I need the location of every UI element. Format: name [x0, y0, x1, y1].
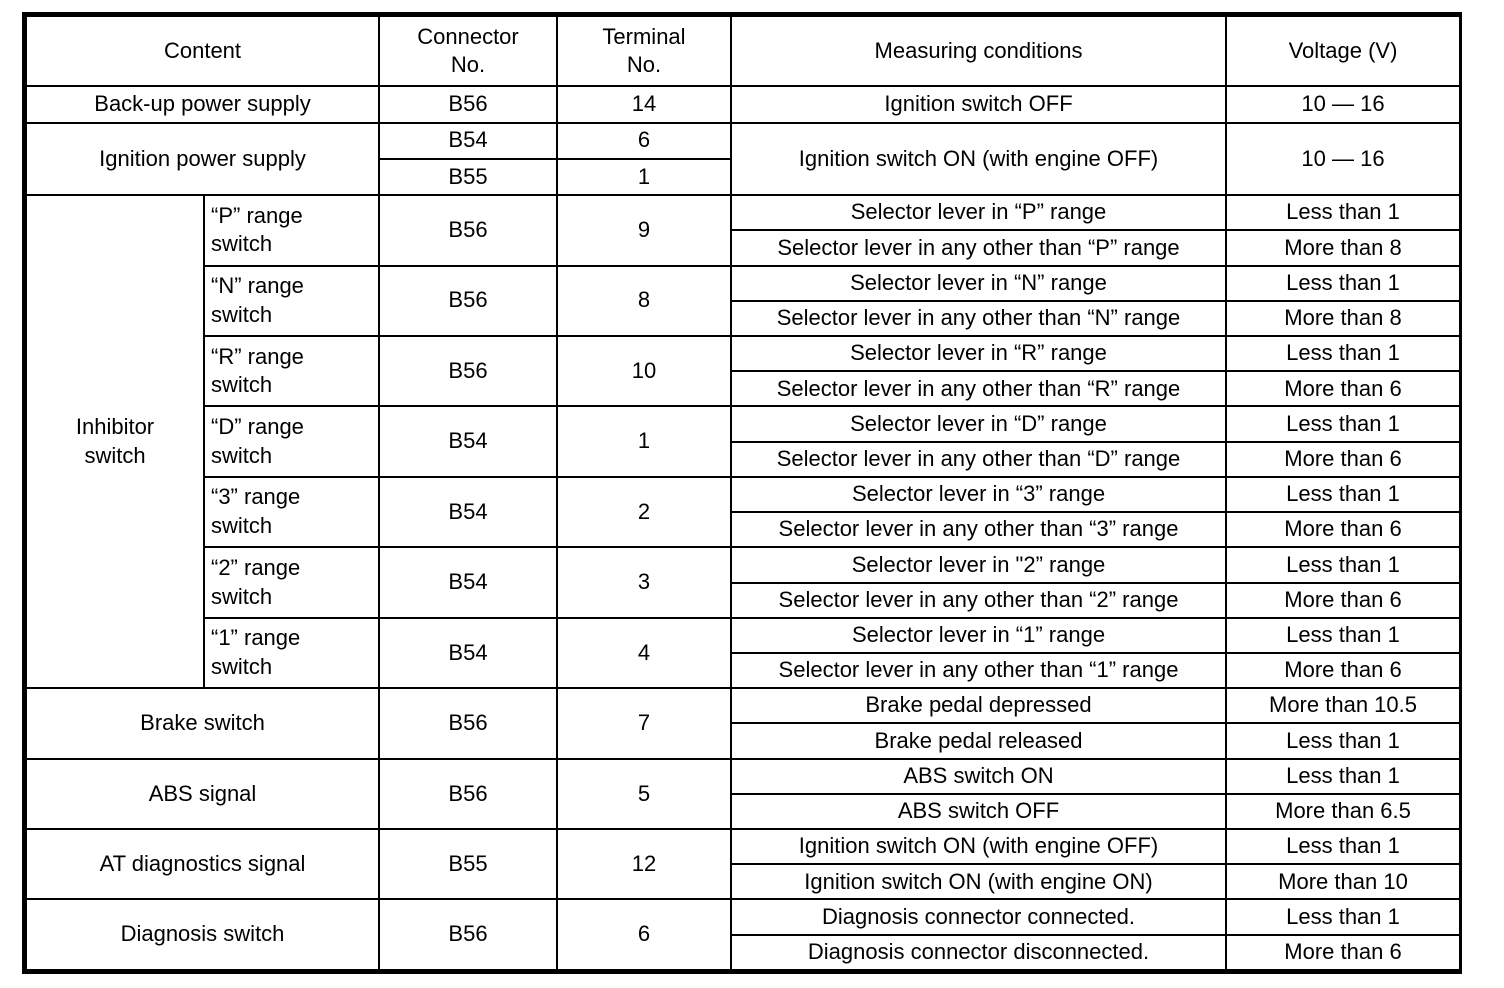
terminal-cell: 8 — [557, 266, 731, 336]
range-switch-name-line1: “N” range — [211, 273, 304, 299]
voltage-cell: More than 8 — [1226, 230, 1460, 265]
condition-cell: Selector lever in “1” range — [731, 618, 1226, 653]
terminal-cell: 5 — [557, 759, 731, 829]
condition-cell: Selector lever in any other than “3” range — [731, 512, 1226, 547]
table-row-inhibitor — [26, 477, 1460, 512]
voltage-cell: More than 6 — [1226, 653, 1460, 688]
condition-cell: Selector lever in “N” range — [731, 266, 1226, 301]
header-connector — [379, 16, 557, 86]
range-switch-name-line2: switch — [211, 513, 273, 539]
header-content: Content — [26, 16, 379, 86]
range-switch-name-line2: switch — [211, 301, 273, 327]
connector-cell: B56 — [379, 759, 557, 829]
table-row-signal — [26, 829, 1460, 864]
content-cell: Diagnosis switch — [26, 899, 379, 970]
condition-cell: Selector lever in “R” range — [731, 336, 1226, 371]
voltage-cell: Less than 1 — [1226, 759, 1460, 794]
condition-cell: Diagnosis connector disconnected. — [731, 935, 1226, 970]
condition-cell: Ignition switch ON (with engine ON) — [731, 864, 1226, 899]
connector-cell: B56 — [379, 266, 557, 336]
connector-cell: B54 — [379, 547, 557, 617]
terminal-cell: 3 — [557, 547, 731, 617]
content-cell: Ignition power supply — [26, 123, 379, 195]
voltage-cell: Less than 1 — [1226, 547, 1460, 582]
condition-cell: Selector lever in "2” range — [731, 547, 1226, 582]
voltage-cell: Less than 1 — [1226, 406, 1460, 441]
voltage-cell: Less than 1 — [1226, 477, 1460, 512]
terminal-cell: 9 — [557, 195, 731, 265]
connector-cell: B54 — [379, 406, 557, 476]
range-switch-name-line2: switch — [211, 372, 273, 398]
range-switch-name-line1: “R” range — [211, 343, 304, 369]
range-switch-name — [204, 336, 379, 406]
inhibitor-label-line1: Inhibitor — [75, 414, 155, 440]
connector-cell: B54 — [379, 618, 557, 688]
condition-cell: Brake pedal released — [731, 723, 1226, 758]
voltage-cell: Less than 1 — [1226, 266, 1460, 301]
voltage-cell: More than 6 — [1226, 935, 1460, 970]
header-terminal-line2: No. — [626, 52, 662, 78]
range-switch-name-line1: “1” range — [211, 625, 301, 651]
connector-cell: B56 — [379, 195, 557, 265]
condition-cell: ABS switch OFF — [731, 794, 1226, 829]
condition-cell: Selector lever in any other than “R” range — [731, 371, 1226, 406]
terminal-cell: 6 — [557, 899, 731, 970]
terminal-cell: 10 — [557, 336, 731, 406]
header-terminal — [557, 16, 731, 86]
table-row-ignition-a — [26, 123, 1460, 159]
header-voltage: Voltage (V) — [1226, 16, 1460, 86]
connector-cell: B55 — [379, 159, 557, 195]
terminal-cell: 12 — [557, 829, 731, 899]
range-switch-name-line1: “3” range — [211, 484, 301, 510]
condition-cell: Ignition switch ON (with engine OFF) — [731, 123, 1226, 195]
content-cell: ABS signal — [26, 759, 379, 829]
condition-cell: Selector lever in any other than “1” range — [731, 653, 1226, 688]
voltage-cell: More than 8 — [1226, 301, 1460, 336]
connector-cell: B56 — [379, 336, 557, 406]
condition-cell: Brake pedal depressed — [731, 688, 1226, 723]
table-row-inhibitor — [26, 266, 1460, 301]
table-row-signal — [26, 759, 1460, 794]
connector-cell: B55 — [379, 829, 557, 899]
condition-cell: Selector lever in any other than “P” range — [731, 230, 1226, 265]
range-switch-name — [204, 266, 379, 336]
voltage-cell: More than 10.5 — [1226, 688, 1460, 723]
range-switch-name-line1: “P” range — [211, 202, 303, 228]
terminal-cell: 14 — [557, 86, 731, 122]
content-cell: AT diagnostics signal — [26, 829, 379, 899]
condition-cell: Selector lever in any other than “D” range — [731, 442, 1226, 477]
connector-cell: B56 — [379, 86, 557, 122]
range-switch-name — [204, 547, 379, 617]
voltage-cell: Less than 1 — [1226, 336, 1460, 371]
range-switch-name — [204, 406, 379, 476]
range-switch-name — [204, 477, 379, 547]
voltage-cell: Less than 1 — [1226, 899, 1460, 934]
voltage-spec-table — [25, 15, 1461, 971]
table-row-inhibitor — [26, 336, 1460, 371]
voltage-cell: More than 6 — [1226, 371, 1460, 406]
range-switch-name-line1: “2” range — [211, 554, 301, 580]
terminal-cell: 7 — [557, 688, 731, 758]
inhibitor-switch-label — [26, 195, 204, 688]
terminal-cell: 1 — [557, 159, 731, 195]
range-switch-name-line2: switch — [211, 583, 273, 609]
voltage-cell: More than 6 — [1226, 442, 1460, 477]
terminal-cell: 1 — [557, 406, 731, 476]
connector-cell: B56 — [379, 899, 557, 970]
condition-cell: Ignition switch ON (with engine OFF) — [731, 829, 1226, 864]
voltage-cell: Less than 1 — [1226, 723, 1460, 758]
condition-cell: Ignition switch OFF — [731, 86, 1226, 122]
range-switch-name — [204, 195, 379, 265]
condition-cell: Selector lever in any other than “2” range — [731, 583, 1226, 618]
table-row-inhibitor — [26, 618, 1460, 653]
voltage-cell: More than 6 — [1226, 512, 1460, 547]
table-row-backup — [26, 86, 1460, 122]
table-row-inhibitor — [26, 406, 1460, 441]
voltage-cell: More than 10 — [1226, 864, 1460, 899]
voltage-cell: Less than 1 — [1226, 195, 1460, 230]
voltage-cell: 10 — 16 — [1226, 123, 1460, 195]
table-row-signal — [26, 688, 1460, 723]
condition-cell: Selector lever in any other than “N” range — [731, 301, 1226, 336]
content-cell: Back-up power supply — [26, 86, 379, 122]
terminal-cell: 4 — [557, 618, 731, 688]
header-terminal-line1: Terminal — [602, 23, 686, 49]
voltage-cell: Less than 1 — [1226, 618, 1460, 653]
voltage-cell: Less than 1 — [1226, 829, 1460, 864]
inhibitor-label-line2: switch — [84, 442, 146, 468]
header-connector-line1: Connector — [417, 23, 519, 49]
condition-cell: Selector lever in “D” range — [731, 406, 1226, 441]
voltage-cell: 10 — 16 — [1226, 86, 1460, 122]
header-connector-line2: No. — [450, 52, 486, 78]
range-switch-name-line2: switch — [211, 653, 273, 679]
terminal-cell: 6 — [557, 123, 731, 159]
voltage-cell: More than 6.5 — [1226, 794, 1460, 829]
terminal-cell: 2 — [557, 477, 731, 547]
header-row — [26, 16, 1460, 86]
condition-cell: Diagnosis connector connected. — [731, 899, 1226, 934]
range-switch-name-line2: switch — [211, 442, 273, 468]
range-switch-name-line2: switch — [211, 231, 273, 257]
condition-cell: ABS switch ON — [731, 759, 1226, 794]
specification-table-document — [22, 12, 1462, 974]
connector-cell: B54 — [379, 477, 557, 547]
table-row-inhibitor — [26, 195, 1460, 230]
range-switch-name — [204, 618, 379, 688]
range-switch-name-line1: “D” range — [211, 414, 304, 440]
header-conditions: Measuring conditions — [731, 16, 1226, 86]
table-row-inhibitor — [26, 547, 1460, 582]
condition-cell: Selector lever in “P” range — [731, 195, 1226, 230]
connector-cell: B54 — [379, 123, 557, 159]
condition-cell: Selector lever in “3” range — [731, 477, 1226, 512]
voltage-cell: More than 6 — [1226, 583, 1460, 618]
connector-cell: B56 — [379, 688, 557, 758]
content-cell: Brake switch — [26, 688, 379, 758]
table-row-signal — [26, 899, 1460, 934]
